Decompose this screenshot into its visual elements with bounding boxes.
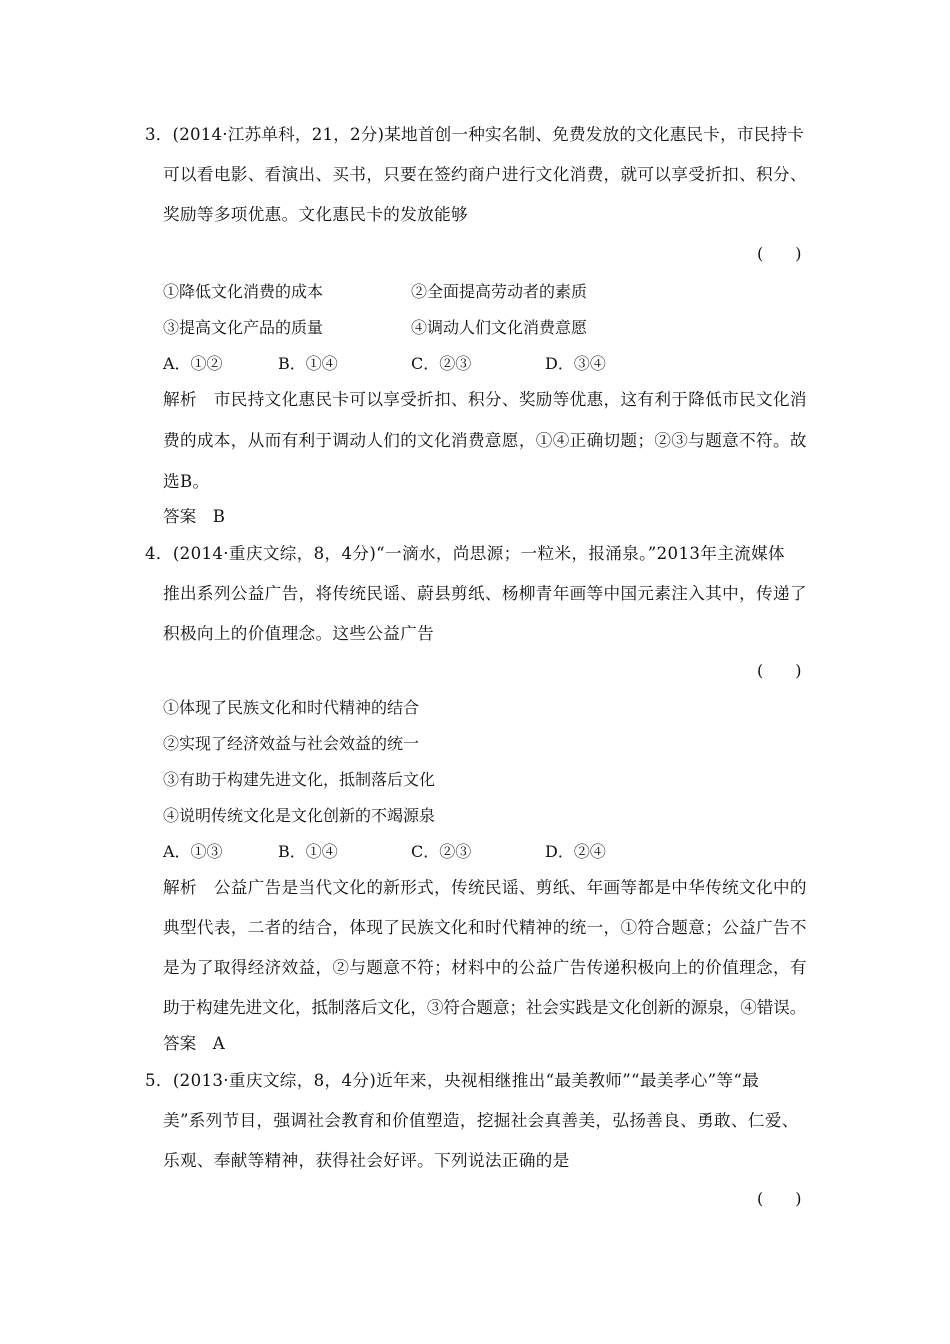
answer-line: 答案 A [163,1034,225,1053]
statement-item: ③有助于构建先进文化，抵制落后文化 [163,770,436,789]
statement-item: ②全面提高劳动者的素质 [411,282,588,301]
statement-item: ③提高文化产品的质量 [163,318,324,337]
analysis-line: 选B。 [163,472,210,491]
question-stem-line: 可以看电影、看演出、买书，只要在签约商户进行文化消费，就可以享受折扣、积分、 [163,165,807,184]
answer-blank: ( ) [757,1189,802,1208]
choice-b: B．①④ [278,354,338,373]
question-stem-line: 美”系列节目，强调社会教育和价值塑造，挖掘社会真善美，弘扬善良、勇敢、仁爱、 [163,1111,799,1130]
statement-item: ②实现了经济效益与社会效益的统一 [163,734,420,753]
analysis-line: 典型代表，二者的结合，体现了民族文化和时代精神的统一，①符合题意；公益广告不 [163,918,807,937]
analysis-line: 解析 市民持文化惠民卡可以享受折扣、积分、奖励等优惠，这有利于降低市民文化消 [163,390,807,409]
question-stem-line: 5．(2013·重庆文综，8，4分)近年来，央视相继推出“最美教师”“最美孝心”等“最 [145,1071,760,1090]
statement-item: ④说明传统文化是文化创新的不竭源泉 [163,806,436,825]
analysis-line: 是为了取得经济效益，②与题意不符；材料中的公益广告传递积极向上的价值理念，有 [163,958,807,977]
question-stem-line: 乐观、奉献等精神，获得社会好评。下列说法正确的是 [163,1151,570,1170]
choice-d: D．②④ [545,842,606,861]
choice-c: C．②③ [411,842,472,861]
question-stem-line: 推出系列公益广告，将传统民谣、蔚县剪纸、杨柳青年画等中国元素注入其中，传递了 [163,584,807,603]
choice-a: A．①③ [163,842,223,861]
question-stem-line: 3．(2014·江苏单科，21，2分)某地首创一种实名制、免费发放的文化惠民卡，市民持卡 [145,125,805,144]
answer-blank: ( ) [757,244,802,263]
answer-blank: ( ) [757,661,802,680]
answer-line: 答案 B [163,507,225,526]
analysis-line: 助于构建先进文化，抵制落后文化，③符合题意；社会实践是文化创新的源泉，④错误。 [163,998,807,1017]
statement-item: ①体现了民族文化和时代精神的结合 [163,698,420,717]
choice-a: A．①② [163,354,223,373]
statement-item: ④调动人们文化消费意愿 [411,318,588,337]
choice-c: C．②③ [411,354,472,373]
choice-d: D．③④ [545,354,606,373]
question-stem-line: 奖励等多项优惠。文化惠民卡的发放能够 [163,205,468,224]
question-stem-line: 积极向上的价值理念。这些公益广告 [163,624,435,643]
choice-b: B．①④ [278,842,338,861]
statement-item: ①降低文化消费的成本 [163,282,324,301]
analysis-line: 费的成本，从而有利于调动人们的文化消费意愿，①④正确切题；②③与题意不符。故 [163,431,807,450]
question-stem-line: 4．(2014·重庆文综，8，4分)“一滴水，尚思源；一粒米，报涌泉。”2013年主流媒体 [145,544,785,563]
analysis-line: 解析 公益广告是当代文化的新形式，传统民谣、剪纸、年画等都是中华传统文化中的 [163,878,807,897]
